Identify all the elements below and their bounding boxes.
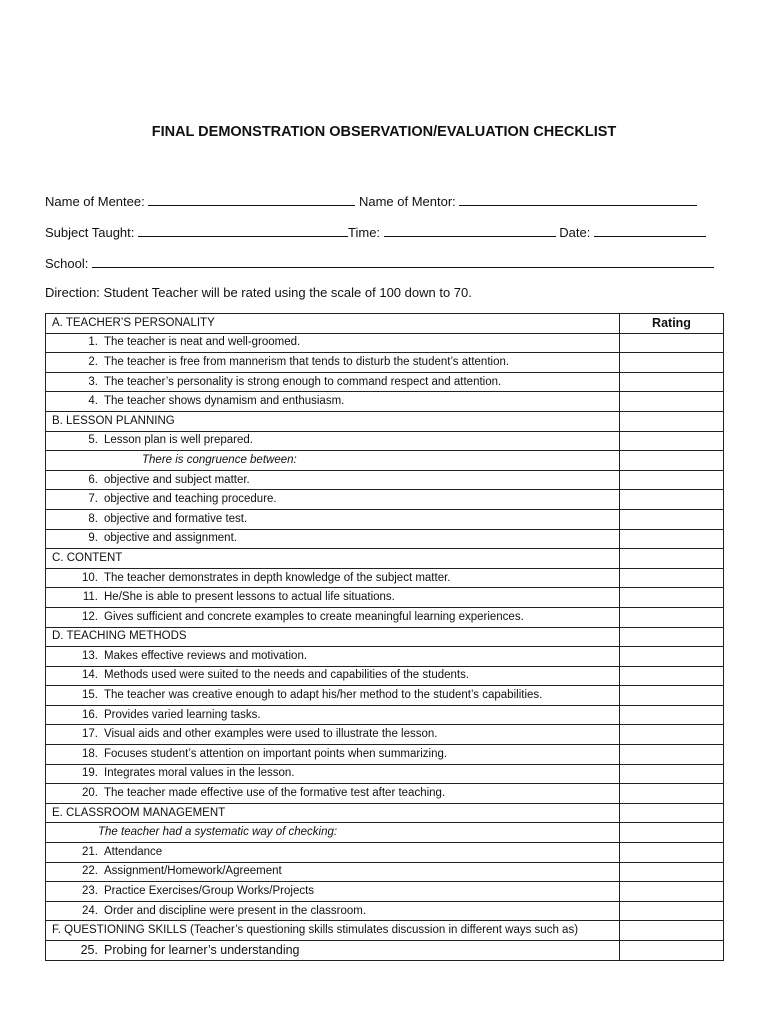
item-text: objective and assignment. <box>104 532 237 545</box>
table-row <box>46 431 724 451</box>
item-text: Visual aids and other examples were used to illustrate the lesson. <box>104 728 438 741</box>
table-row <box>46 647 724 667</box>
section-row-d <box>46 627 724 647</box>
table-row <box>46 509 724 529</box>
date-field[interactable] <box>594 223 706 237</box>
mentee-mentor-row <box>45 192 697 209</box>
rating-cell-empty <box>620 451 724 471</box>
rating-input[interactable] <box>620 490 724 510</box>
section-heading: F. QUESTIONING SKILLS (Teacher’s questioning skills stimulates discussion in different ways such as) <box>46 921 620 941</box>
table-row <box>46 764 724 784</box>
table-row <box>46 725 724 745</box>
subheading: The teacher had a systematic way of checking: <box>98 826 338 839</box>
item-text: Gives sufficient and concrete examples to create meaningful learning experiences. <box>104 610 524 623</box>
rating-input[interactable] <box>620 353 724 373</box>
table-row <box>46 843 724 863</box>
item-text: The teacher made effective use of the formative test after teaching. <box>104 787 446 800</box>
rating-input[interactable] <box>620 529 724 549</box>
subheading-row <box>46 451 724 471</box>
table-row <box>46 784 724 804</box>
mentee-label: Name of Mentee: <box>45 194 145 209</box>
item-number: 12. <box>82 610 98 623</box>
time-field[interactable] <box>384 223 556 237</box>
table-row <box>46 901 724 921</box>
time-label: Time: <box>348 225 381 240</box>
table-row <box>46 470 724 490</box>
item-text: Makes effective reviews and motivation. <box>104 649 308 662</box>
item-number: 7. <box>88 493 98 506</box>
school-row <box>45 254 714 271</box>
table-row <box>46 392 724 412</box>
section-heading: A. TEACHER’S PERSONALITY <box>46 314 620 334</box>
rating-input[interactable] <box>620 764 724 784</box>
item-text: Integrates moral values in the lesson. <box>104 767 295 780</box>
table-row <box>46 490 724 510</box>
item-text: Provides varied learning tasks. <box>104 708 261 721</box>
rating-input[interactable] <box>620 588 724 608</box>
item-text: The teacher shows dynamism and enthusiasm. <box>104 395 345 408</box>
item-text: objective and subject matter. <box>104 473 250 486</box>
item-number: 13. <box>82 649 98 662</box>
item-text: Assignment/Homework/Agreement <box>104 865 282 878</box>
item-number: 25. <box>80 942 98 957</box>
subheading-row <box>46 823 724 843</box>
rating-input[interactable] <box>620 686 724 706</box>
mentor-field[interactable] <box>459 192 697 206</box>
table-row <box>46 941 724 961</box>
rating-header: Rating <box>620 314 724 334</box>
item-text: objective and teaching procedure. <box>104 493 277 506</box>
rating-cell-empty <box>620 411 724 431</box>
item-number: 23. <box>82 885 98 898</box>
rating-input[interactable] <box>620 647 724 667</box>
subject-field[interactable] <box>138 223 348 237</box>
item-number: 20. <box>82 787 98 800</box>
subheading: There is congruence between: <box>142 453 297 466</box>
table-row <box>46 529 724 549</box>
section-heading: E. CLASSROOM MANAGEMENT <box>46 803 620 823</box>
mentor-label: Name of Mentor: <box>358 194 456 209</box>
item-text: The teacher’s personality is strong enough to command respect and attention. <box>104 375 502 388</box>
rating-cell-empty <box>620 803 724 823</box>
item-number: 2. <box>88 355 98 368</box>
item-text: The teacher was creative enough to adapt his/her method to the student’s capabilities. <box>104 689 543 702</box>
subject-time-date-row <box>45 223 706 240</box>
table-row <box>46 882 724 902</box>
rating-input[interactable] <box>620 568 724 588</box>
item-number: 19. <box>82 767 98 780</box>
rating-input[interactable] <box>620 372 724 392</box>
table-row <box>46 862 724 882</box>
table-row <box>46 353 724 373</box>
item-number: 24. <box>82 904 98 917</box>
item-number: 14. <box>82 669 98 682</box>
rating-input[interactable] <box>620 725 724 745</box>
rating-cell-empty <box>620 627 724 647</box>
item-text: Practice Exercises/Group Works/Projects <box>104 885 315 898</box>
school-label: School: <box>45 256 89 271</box>
item-number: 9. <box>88 532 98 545</box>
table-row <box>46 568 724 588</box>
section-row-f <box>46 921 724 941</box>
item-number: 5. <box>88 434 98 447</box>
item-text: Order and discipline were present in the classroom. <box>104 904 367 917</box>
table-row <box>46 588 724 608</box>
item-number: 22. <box>82 865 98 878</box>
section-heading: B. LESSON PLANNING <box>46 411 620 431</box>
item-number: 16. <box>82 708 98 721</box>
item-text: Focuses student’s attention on important points when summarizing. <box>104 747 448 760</box>
rating-input[interactable] <box>620 882 724 902</box>
item-number: 1. <box>88 336 98 349</box>
rating-input[interactable] <box>620 745 724 765</box>
item-number: 3. <box>88 375 98 388</box>
mentee-field[interactable] <box>148 192 355 206</box>
item-text: Probing for learner’s understanding <box>104 942 300 957</box>
rating-input[interactable] <box>620 941 724 961</box>
rating-input[interactable] <box>620 666 724 686</box>
table-row <box>46 686 724 706</box>
rating-input[interactable] <box>620 607 724 627</box>
item-text: Methods used were suited to the needs and capabilities of the students. <box>104 669 470 682</box>
section-row-e <box>46 803 724 823</box>
item-text: The teacher is free from mannerism that tends to disturb the student’s attention. <box>104 355 510 368</box>
section-heading: C. CONTENT <box>46 549 620 569</box>
table-row <box>46 666 724 686</box>
section-row-b <box>46 411 724 431</box>
school-field[interactable] <box>92 254 714 268</box>
item-number: 11. <box>82 591 98 604</box>
rating-input[interactable] <box>620 509 724 529</box>
item-text: Lesson plan is well prepared. <box>104 434 253 447</box>
rating-input[interactable] <box>620 784 724 804</box>
rating-cell-empty <box>620 921 724 941</box>
table-row <box>46 372 724 392</box>
item-text: The teacher is neat and well-groomed. <box>104 336 301 349</box>
table-row <box>46 745 724 765</box>
rating-input[interactable] <box>620 901 724 921</box>
direction-text: Direction: Student Teacher will be rated using the scale of 100 down to 70. <box>45 285 472 300</box>
section-row-c <box>46 549 724 569</box>
item-text: Attendance <box>104 845 163 858</box>
rating-input[interactable] <box>620 843 724 863</box>
rating-input[interactable] <box>620 705 724 725</box>
rating-input[interactable] <box>620 392 724 412</box>
item-number: 8. <box>88 512 98 525</box>
subject-label: Subject Taught: <box>45 225 135 240</box>
rating-cell-empty <box>620 549 724 569</box>
rating-input[interactable] <box>620 862 724 882</box>
item-number: 10. <box>82 571 98 584</box>
rating-input[interactable] <box>620 333 724 353</box>
item-number: 15. <box>82 689 98 702</box>
item-number: 21. <box>82 845 98 858</box>
rating-cell-empty <box>620 823 724 843</box>
checklist-table <box>45 313 724 961</box>
table-row <box>46 333 724 353</box>
item-number: 6. <box>88 473 98 486</box>
item-text: The teacher demonstrates in depth knowledge of the subject matter. <box>104 571 451 584</box>
section-row-a <box>46 314 724 334</box>
item-number: 18. <box>82 747 98 760</box>
table-row <box>46 607 724 627</box>
item-text: objective and formative test. <box>104 512 248 525</box>
rating-input[interactable] <box>620 470 724 490</box>
rating-input[interactable] <box>620 431 724 451</box>
item-number: 17. <box>82 728 98 741</box>
date-label: Date: <box>559 225 591 240</box>
table-row <box>46 705 724 725</box>
document-title: FINAL DEMONSTRATION OBSERVATION/EVALUATION CHECKLIST <box>151 124 617 140</box>
item-text: He/She is able to present lessons to actual life situations. <box>104 591 395 604</box>
section-heading: D. TEACHING METHODS <box>46 627 620 647</box>
item-number: 4. <box>88 395 98 408</box>
